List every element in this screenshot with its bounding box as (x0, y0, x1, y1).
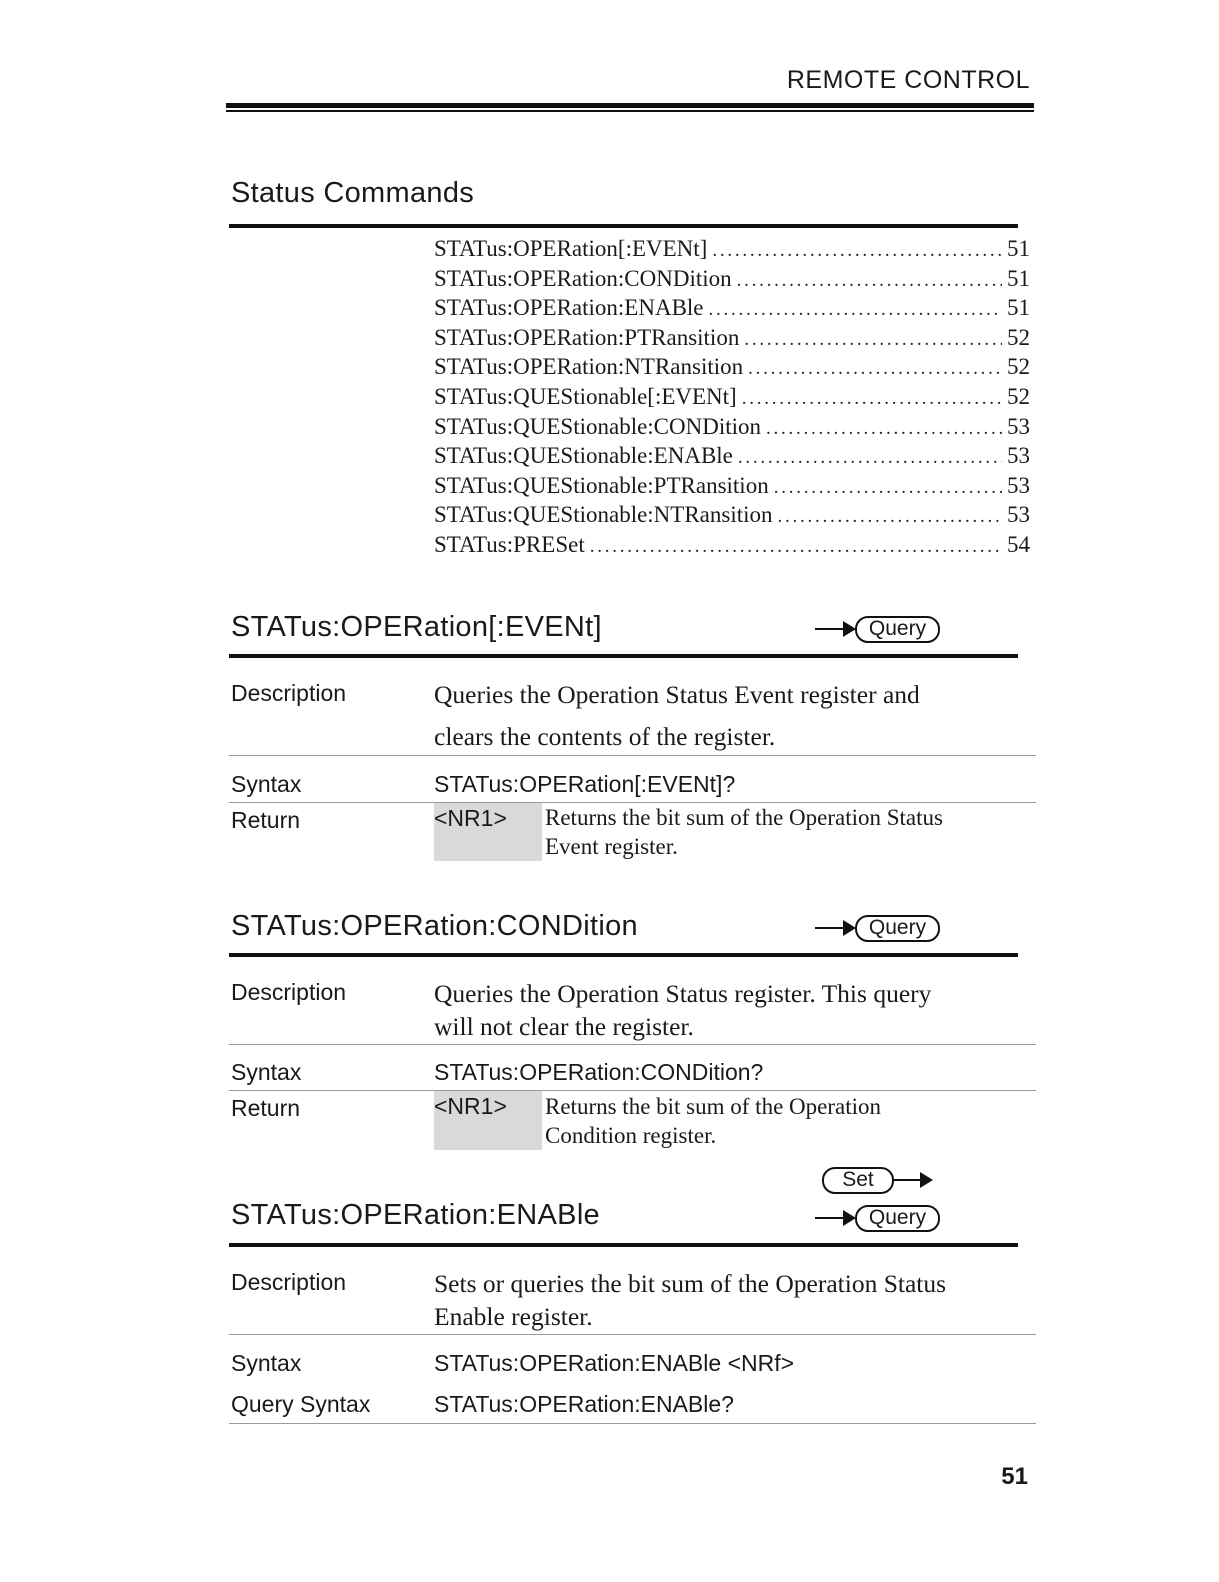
return-description (545, 1092, 1015, 1150)
syntax-value: STATus:OPERation:CONDition? (434, 1059, 764, 1085)
description-line: Sets or queries the bit sum of the Operation Status (434, 1269, 947, 1298)
syntax-value: STATus:OPERation:ENABle <NRf> (434, 1350, 795, 1376)
command-title: STATus:OPERation[:EVENt] (231, 611, 602, 643)
toc-leader (712, 240, 1002, 262)
header-rule-thin (226, 110, 1034, 112)
command-rule (229, 953, 1018, 957)
description-label: Description (231, 979, 347, 1005)
query-badge: Query (855, 915, 940, 942)
command-rule (229, 1243, 1018, 1247)
toc-entry[interactable] (434, 473, 1030, 503)
command-title: STATus:OPERation:ENABle (231, 1199, 600, 1231)
toc-leader (744, 329, 1002, 351)
return-line: Returns the bit sum of the Operation Status (545, 805, 943, 830)
section-title: Status Commands (231, 177, 475, 209)
description-line: clears the contents of the register. (434, 722, 776, 751)
toc-entry-page: 54 (1007, 531, 1030, 557)
toc-leader (774, 477, 1002, 499)
toc-leader (778, 506, 1002, 528)
toc-list (434, 236, 1030, 562)
description-text (434, 678, 1034, 753)
description-label: Description (231, 680, 347, 706)
toc-entry-name: STATus:OPERation:NTRansition (434, 354, 744, 380)
syntax-label: Syntax (231, 771, 302, 797)
toc-entry-page: 51 (1007, 236, 1030, 261)
row-divider (229, 1334, 1036, 1335)
toc-entry-name: STATus:QUEStionable:PTRansition (434, 472, 769, 498)
syntax-label: Syntax (231, 1350, 302, 1376)
toc-entry-page: 51 (1007, 265, 1030, 291)
toc-entry[interactable] (434, 384, 1030, 414)
row-divider (229, 1423, 1036, 1424)
toc-entry[interactable] (434, 502, 1030, 532)
query-badge: Query (855, 616, 940, 643)
toc-entry[interactable] (434, 532, 1030, 562)
toc-leader (742, 388, 1002, 410)
row-divider (229, 1090, 1036, 1091)
toc-entry-page: 52 (1007, 383, 1030, 409)
toc-entry[interactable] (434, 236, 1030, 266)
return-type: <NR1> (434, 1091, 542, 1150)
page-number: 51 (1001, 1463, 1028, 1490)
toc-entry[interactable] (434, 443, 1030, 473)
running-header: REMOTE CONTROL (786, 66, 1030, 94)
description-line: Queries the Operation Status Event register and (434, 680, 920, 709)
description-text (434, 1267, 1034, 1333)
return-type: <NR1> (434, 803, 542, 861)
toc-entry-page: 53 (1007, 502, 1030, 528)
section-rule (229, 224, 1018, 228)
toc-entry[interactable] (434, 266, 1030, 296)
toc-leader (709, 299, 1002, 321)
return-label: Return (231, 1095, 301, 1121)
description-line: Enable register. (434, 1302, 593, 1331)
toc-entry-page: 52 (1007, 324, 1030, 350)
toc-entry-name: STATus:QUEStionable:ENABle (434, 443, 733, 469)
description-line: will not clear the register. (434, 1012, 694, 1041)
query-syntax-label: Query Syntax (231, 1391, 371, 1417)
toc-entry[interactable] (434, 325, 1030, 355)
description-text (434, 977, 1034, 1043)
return-description (545, 803, 1015, 861)
command-title: STATus:OPERation:CONDition (231, 910, 638, 942)
row-divider (229, 1044, 1036, 1045)
toc-entry-name: STATus:OPERation[:EVENt] (434, 236, 708, 261)
toc-entry-name: STATus:OPERation:ENABle (434, 295, 704, 321)
toc-leader (766, 418, 1002, 440)
toc-entry-name: STATus:QUEStionable[:EVENt] (434, 383, 737, 409)
toc-entry[interactable] (434, 295, 1030, 325)
description-label: Description (231, 1269, 347, 1295)
toc-leader (737, 270, 1002, 292)
query-badge: Query (855, 1205, 940, 1232)
toc-entry-page: 51 (1007, 295, 1030, 321)
toc-entry[interactable] (434, 354, 1030, 384)
syntax-label: Syntax (231, 1059, 302, 1085)
toc-entry[interactable] (434, 414, 1030, 444)
toc-entry-page: 53 (1007, 413, 1030, 439)
toc-entry-page: 53 (1007, 472, 1030, 498)
toc-entry-page: 52 (1007, 354, 1030, 380)
toc-entry-name: STATus:QUEStionable:NTRansition (434, 502, 773, 528)
command-rule (229, 654, 1018, 658)
toc-entry-name: STATus:OPERation:PTRansition (434, 324, 740, 350)
toc-leader (738, 447, 1002, 469)
return-line: Event register. (545, 834, 678, 859)
set-badge: Set (822, 1167, 894, 1194)
syntax-value: STATus:OPERation[:EVENt]? (434, 771, 736, 797)
return-line: Returns the bit sum of the Operation (545, 1094, 881, 1119)
header-rule (226, 103, 1034, 108)
toc-entry-page: 53 (1007, 443, 1030, 469)
return-label: Return (231, 807, 301, 833)
toc-leader (590, 536, 1002, 558)
toc-entry-name: STATus:QUEStionable:CONDition (434, 413, 762, 439)
query-syntax-value: STATus:OPERation:ENABle? (434, 1391, 734, 1417)
toc-entry-name: STATus:PRESet (434, 531, 585, 557)
row-divider (229, 755, 1036, 756)
toc-leader (748, 358, 1002, 380)
return-line: Condition register. (545, 1123, 717, 1148)
toc-entry-name: STATus:OPERation:CONDition (434, 265, 732, 291)
description-line: Queries the Operation Status register. This query (434, 979, 932, 1008)
